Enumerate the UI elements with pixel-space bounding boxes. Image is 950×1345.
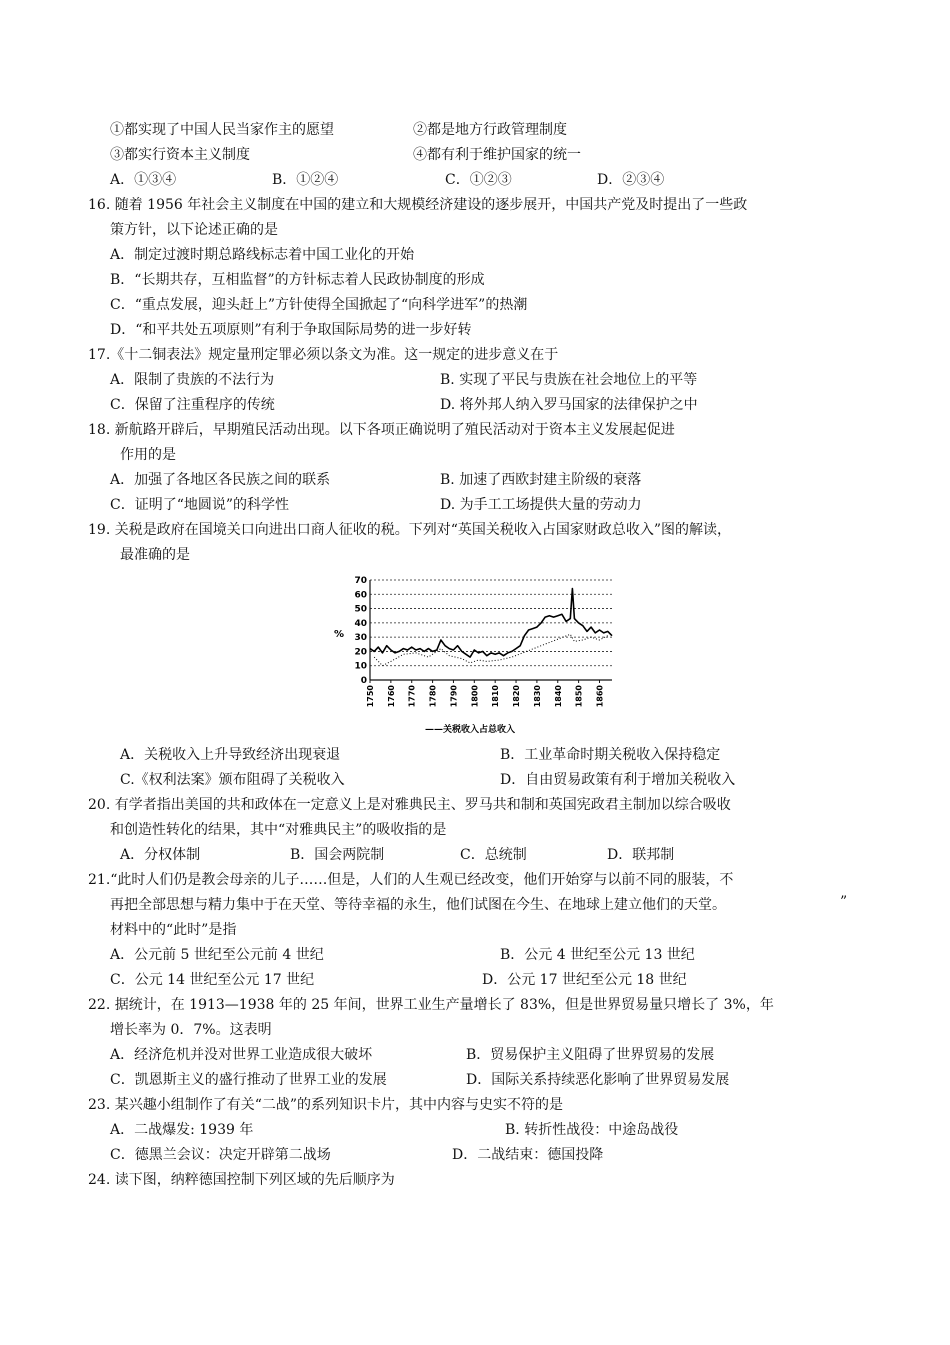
q24-stem: 24. 读下图，纳粹德国控制下列区域的先后顺序为 — [88, 1172, 395, 1188]
chart-legend: ——关税收入占总收入 — [425, 725, 516, 735]
q21-stem-line2: 再把全部思想与精力集中于在天堂、等待幸福的永生，他们试图在今生、在地球上建立他们的天堂。 — [110, 897, 726, 913]
q15-option-b: B．①②④ — [272, 172, 339, 188]
q16-option-b: B．“长期共存，互相监督”的方针标志着人民政协制度的形成 — [110, 272, 485, 288]
q15-statement-4: ④都有利于维护国家的统一 — [413, 147, 581, 163]
q20-option-c: C．总统制 — [460, 847, 527, 863]
q16-option-d: D．“和平共处五项原则”有利于争取国际局势的进一步好转 — [110, 322, 472, 338]
q21-option-d: D．公元 17 世纪至公元 18 世纪 — [482, 972, 687, 988]
y-tick-label: 30 — [354, 633, 367, 644]
q18-stem-line2: 作用的是 — [120, 447, 176, 463]
y-tick-label: 70 — [354, 576, 367, 586]
x-tick-label: 1850 — [574, 685, 584, 708]
x-tick-label: 1790 — [449, 685, 459, 708]
q15-option-d: D．②③④ — [597, 172, 665, 188]
q21-closing-quote: ” — [840, 894, 848, 910]
q20-option-d: D．联邦制 — [607, 847, 675, 863]
q22-stem-line1: 22. 据统计，在 1913—1938 年的 25 年间，世界工业生产量增长了 83%，但是世界贸易量只增长了 3%，年 — [88, 997, 774, 1013]
q21-stem-line3: 材料中的“此时”是指 — [110, 922, 237, 938]
q19-option-d: D．自由贸易政策有利于增加关税收入 — [500, 772, 736, 788]
x-tick-label: 1770 — [407, 685, 417, 708]
x-tick-label: 1840 — [553, 685, 563, 708]
q19-stem-line1: 19. 关税是政府在国境关口向进出口商人征收的税。下列对“英国关税收入占国家财政总收入”图的解读， — [88, 522, 732, 538]
q22-option-d: D．国际关系持续恶化影响了世界贸易发展 — [466, 1072, 730, 1088]
q22-option-c: C．凯恩斯主义的盛行推动了世界工业的发展 — [110, 1072, 387, 1088]
q23-option-b: B. 转折性战役：中途岛战役 — [505, 1122, 679, 1138]
q20-option-a: A．分权体制 — [120, 847, 201, 863]
q20-stem-line2: 和创造性转化的结果，其中“对雅典民主”的吸收指的是 — [110, 822, 447, 838]
y-tick-label: 10 — [354, 661, 367, 672]
q17-stem: 17.《十二铜表法》规定量刑定罪必须以条文为准。这一规定的进步意义在于 — [88, 347, 559, 363]
q16-stem-line2: 策方针，以下论述正确的是 — [110, 222, 278, 238]
q19-option-a: A．关税收入上升导致经济出现衰退 — [120, 747, 341, 763]
x-tick-label: 1800 — [470, 685, 480, 708]
q16-stem-line1: 16. 随着 1956 年社会主义制度在中国的建立和大规模经济建设的逐步展开，中国共产党及时提出了一些政 — [88, 197, 748, 213]
q16-option-c: C．“重点发展，迎头赶上”方针使得全国掀起了“向科学进军”的热潮 — [110, 297, 528, 313]
x-tick-label: 1830 — [532, 685, 542, 708]
q17-option-d: D. 将外邦人纳入罗马国家的法律保护之中 — [440, 397, 698, 413]
x-tick-label: 1760 — [386, 685, 396, 708]
q21-option-c: C．公元 14 世纪至公元 17 世纪 — [110, 972, 315, 988]
q17-option-a: A．限制了贵族的不法行为 — [110, 372, 275, 388]
y-axis-unit-label: % — [334, 629, 345, 640]
x-tick-label: 1820 — [512, 685, 522, 708]
q23-option-c: C．德黑兰会议：决定开辟第二战场 — [110, 1147, 331, 1163]
y-tick-label: 0 — [360, 676, 367, 686]
q18-option-c: C．证明了“地圆说”的科学性 — [110, 497, 290, 513]
dotted-series-line — [374, 634, 608, 665]
y-tick-label: 40 — [354, 618, 367, 629]
x-tick-label: 1750 — [366, 685, 375, 708]
q21-option-b: B．公元 4 世纪至公元 13 世纪 — [500, 947, 695, 963]
q15-option-c: C．①②③ — [445, 172, 512, 188]
x-tick-label: 1860 — [595, 685, 605, 708]
q18-stem-line1: 18. 新航路开辟后，早期殖民活动出现。以下各项正确说明了殖民活动对于资本主义发展起促进 — [88, 422, 675, 438]
x-tick-label: 1810 — [491, 685, 501, 708]
q22-option-b: B．贸易保护主义阻碍了世界贸易的发展 — [466, 1047, 715, 1063]
q15-statement-2: ②都是地方行政管理制度 — [413, 122, 567, 138]
q23-option-a: A．二战爆发: 1939 年 — [110, 1122, 254, 1138]
q15-option-a: A．①③④ — [110, 172, 177, 188]
q19-option-c: C.《权利法案》颁布阻碍了关税收入 — [120, 772, 345, 788]
y-tick-label: 20 — [354, 647, 367, 658]
q22-option-a: A．经济危机并没对世界工业造成很大破坏 — [110, 1047, 373, 1063]
q17-option-b: B. 实现了平民与贵族在社会地位上的平等 — [440, 372, 698, 388]
x-tick-label: 1780 — [428, 685, 438, 708]
q21-stem-line1: 21.“此时人们仍是教会母亲的儿子……但是，人们的人生观已经改变，他们开始穿与以前不同的服装，不 — [88, 872, 734, 888]
q22-stem-line2: 增长率为 0．7%。这表明 — [110, 1022, 272, 1038]
q18-option-d: D. 为手工工场提供大量的劳动力 — [440, 497, 642, 513]
q15-statement-3: ③都实行资本主义制度 — [110, 147, 250, 163]
q17-option-c: C．保留了注重程序的传统 — [110, 397, 275, 413]
q21-option-a: A．公元前 5 世纪至公元前 4 世纪 — [110, 947, 324, 963]
q18-option-b: B. 加速了西欧封建主阶级的衰落 — [440, 472, 642, 488]
q16-option-a: A．制定过渡时期总路线标志着中国工业化的开始 — [110, 247, 415, 263]
q18-option-a: A．加强了各地区各民族之间的联系 — [110, 472, 331, 488]
y-tick-label: 50 — [354, 604, 367, 615]
q19-option-b: B．工业革命时期关税收入保持稳定 — [500, 747, 721, 763]
q23-stem: 23. 某兴趣小组制作了有关“二战”的系列知识卡片，其中内容与史实不符的是 — [88, 1097, 564, 1113]
q20-stem-line1: 20. 有学者指出美国的共和政体在一定意义上是对雅典民主、罗马共和制和英国宪政君主制加以综合吸收 — [88, 797, 731, 813]
q15-statement-1: ①都实现了中国人民当家作主的愿望 — [110, 122, 334, 138]
q19-stem-line2: 最准确的是 — [120, 547, 190, 563]
q20-option-b: B．国会两院制 — [290, 847, 385, 863]
tariff-revenue-chart-svg — [330, 575, 620, 740]
tariff-revenue-chart — [330, 575, 620, 740]
y-tick-label: 60 — [354, 590, 367, 601]
q23-option-d: D．二战结束：德国投降 — [452, 1147, 604, 1163]
